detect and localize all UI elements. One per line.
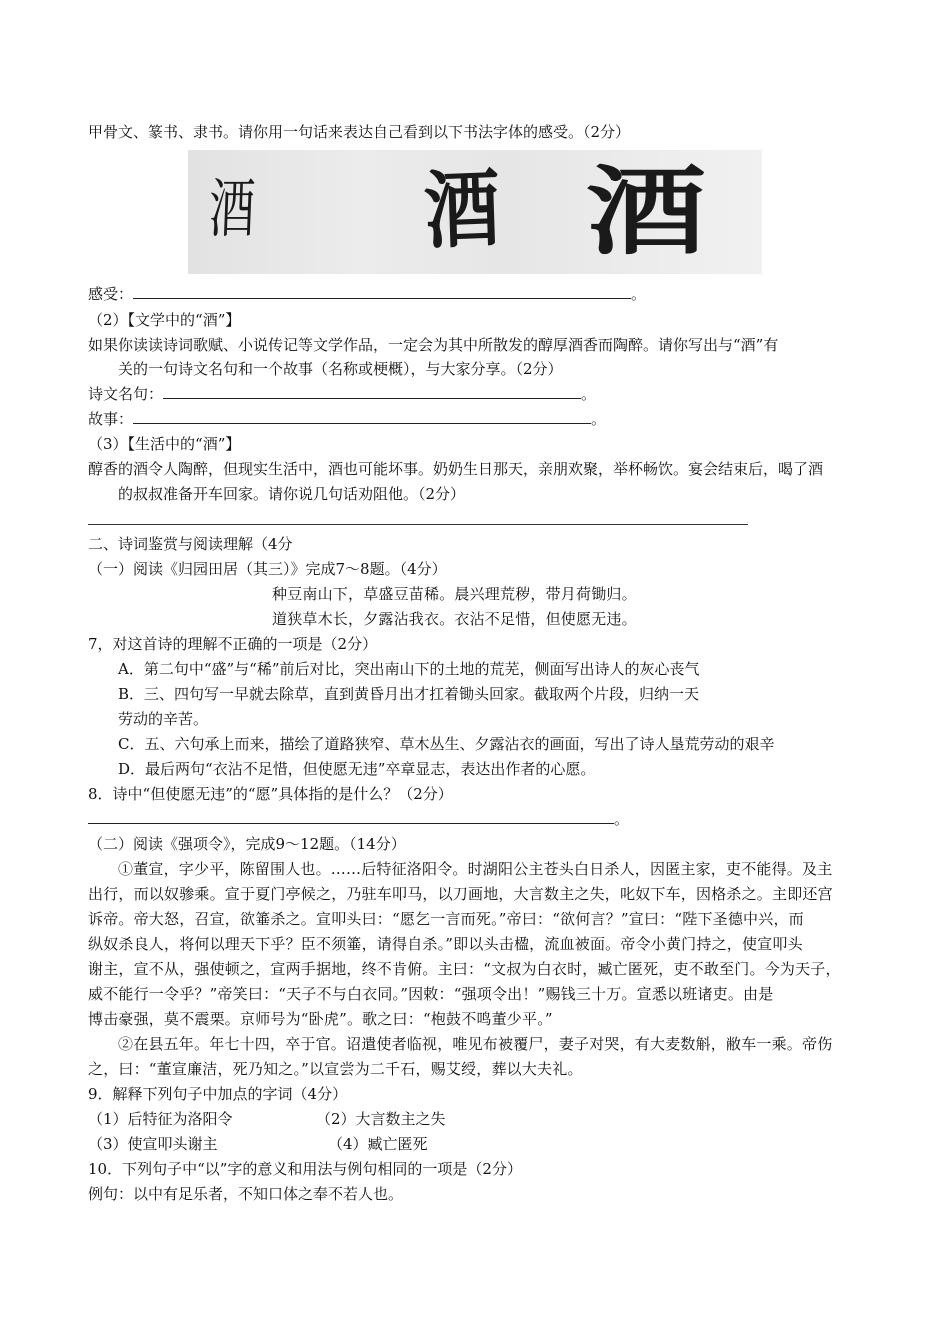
q10-stem: 10．下列句子中“以”字的意义和用法与例句相同的一项是（2分） (88, 1160, 522, 1178)
q7-option-d: D．最后两句“衣沾不足惜，但使愿无违”卒章显志，表达出作者的心愿。 (118, 760, 596, 778)
part3-prompt-2: 的叔叔准备开车回家。请你说几句话劝阻他。（2分） (118, 485, 466, 503)
seal-script-glyph: 酒 (422, 158, 502, 261)
q10-example: 例句：以中有足乐者，不知口体之奉不若人也。 (88, 1185, 404, 1203)
q9-item-4: （4）臧亡匿死 (328, 1135, 428, 1153)
passage-line: 威不能行一令乎？”帝笑曰：“天子不与白衣同。”因敕：“强项令出！”赐钱三十万。宣悉以班诸吏。由是 (88, 985, 774, 1003)
q7-stem: 7，对这首诗的理解不正确的一项是（2分） (88, 635, 378, 653)
part3-answer-line[interactable] (88, 524, 748, 525)
calligraphy-image (188, 150, 762, 274)
q8-stem: 8．诗中“但使愿无违”的“愿”具体指的是什么？（2分） (88, 785, 453, 803)
part3-heading: （3）【生活中的“酒”】 (88, 435, 241, 453)
q7-option-c: C．五、六句承上而来，描绘了道路狭窄、草木丛生、夕露沾衣的画面，写出了诗人垦荒劳动的艰辛 (118, 735, 775, 753)
section2-heading: 二、诗词鉴赏与阅读理解（4分 (88, 535, 293, 553)
q7-option-b: B．三、四句写一早就去除草，直到黄昏月出才扛着锄头回家。截取两个片段，归纳一天 (118, 685, 700, 703)
poem-label: 诗文名句： (88, 385, 164, 403)
feeling-row: 感受： 。 (88, 285, 647, 303)
passage-line: 谢主，宣不从，强使顿之，宣两手据地，终不肯俯。主曰：“文叔为白衣时，臧亡匿死，吏不敢至门。今为天子， (88, 960, 841, 978)
clerical-script-glyph: 酒 (586, 155, 706, 268)
story-answer-line[interactable] (133, 409, 591, 424)
poem-line-2: 道狭草木长，夕露沾我衣。衣沾不足惜，但使愿无违。 (272, 610, 637, 628)
q7-option-b-cont: 劳动的辛苦。 (118, 710, 209, 728)
passage-line: ②在县五年。年七十四，卒于官。诏遣使者临视，唯见布被覆尸，妻子对哭，有大麦数斛，敝车一乘。帝伤 (118, 1035, 833, 1053)
passage-line: 博击豪强，莫不震栗。京师号为“卧虎”。歌之曰：“枹鼓不鸣董少平。” (88, 1010, 553, 1028)
passage-line: 纵奴杀良人，将何以理天下乎？臣不须箠，请得自杀。”即以头击楹，流血被面。帝令小黄门持之，使宣叩头 (88, 935, 803, 953)
q9-item-3: （3）使宣叩头谢主 (88, 1135, 218, 1153)
passage-line: ①董宣，字少平，陈留围人也。……后特征洛阳令。时湖阳公主苍头白日杀人，因匿主家，吏不能得。及主 (118, 860, 833, 878)
part3-prompt-1: 醇香的酒令人陶醉，但现实生活中，酒也可能坏事。奶奶生日那天，亲朋欢聚，举杯畅饮。宴会结束后，喝了酒 (88, 460, 824, 478)
part2-prompt-1: 如果你读读诗词歌赋、小说传记等文学作品，一定会为其中所散发的醇厚酒香而陶醉。请你写出与“酒”有 (88, 336, 779, 354)
passage-line: 出行，而以奴骖乘。宣于夏门亭候之，乃驻车叩马，以刀画地，大言数主之失，叱奴下车，因格杀之。主即还宫 (88, 885, 833, 903)
poem-line-1: 种豆南山下，草盛豆苗稀。晨兴理荒秽，带月荷锄归。 (272, 585, 637, 603)
poem-task-heading: （一）阅读《归园田居（其三）》完成7～8题。（4分） (88, 560, 447, 578)
poem-row: 诗文名句： 。 (88, 385, 597, 403)
feeling-answer-line[interactable] (133, 284, 631, 299)
intro-line: 甲骨文、篆书、隶书。请你用一句话来表达自己看到以下书法字体的感受。（2分） (88, 123, 631, 141)
passage-line: 诉帝。帝大怒，召宣，欲箠杀之。宣叩头曰：“愿乞一言而死。”帝曰：“欲何言？”宣曰：“陛下圣德中兴，而 (88, 910, 804, 928)
passage-task-heading: （二）阅读《强项令》，完成9～12题。（14分） (88, 835, 406, 853)
q9-item-1: （1）后特征为洛阳令 (88, 1110, 233, 1128)
poem-answer-line[interactable] (163, 384, 581, 399)
feeling-label: 感受： (88, 285, 134, 303)
q9-item-2: （2）大言数主之失 (316, 1110, 446, 1128)
oracle-bone-glyph: 酒 (207, 173, 257, 247)
q8-answer-row: 。 (88, 809, 629, 829)
story-row: 故事： 。 (88, 410, 607, 428)
q7-option-a: A．第二句中“盛”与“稀”前后对比，突出南山下的土地的荒芜，侧面写出诗人的灰心丧气 (118, 660, 700, 678)
story-label: 故事： (88, 410, 134, 428)
part2-heading: （2）【文学中的“酒”】 (88, 311, 241, 329)
part2-prompt-2: 关的一句诗文名句和一个故事（名称或梗概），与大家分享。（2分） (118, 360, 563, 378)
q9-stem: 9．解释下列句子中加点的字词（4分） (88, 1085, 348, 1103)
q8-answer-line[interactable] (88, 809, 614, 824)
passage-line: 之，曰：“董宣廉洁，死乃知之。”以宣尝为二千石，赐艾绶，葬以大夫礼。 (88, 1060, 583, 1078)
